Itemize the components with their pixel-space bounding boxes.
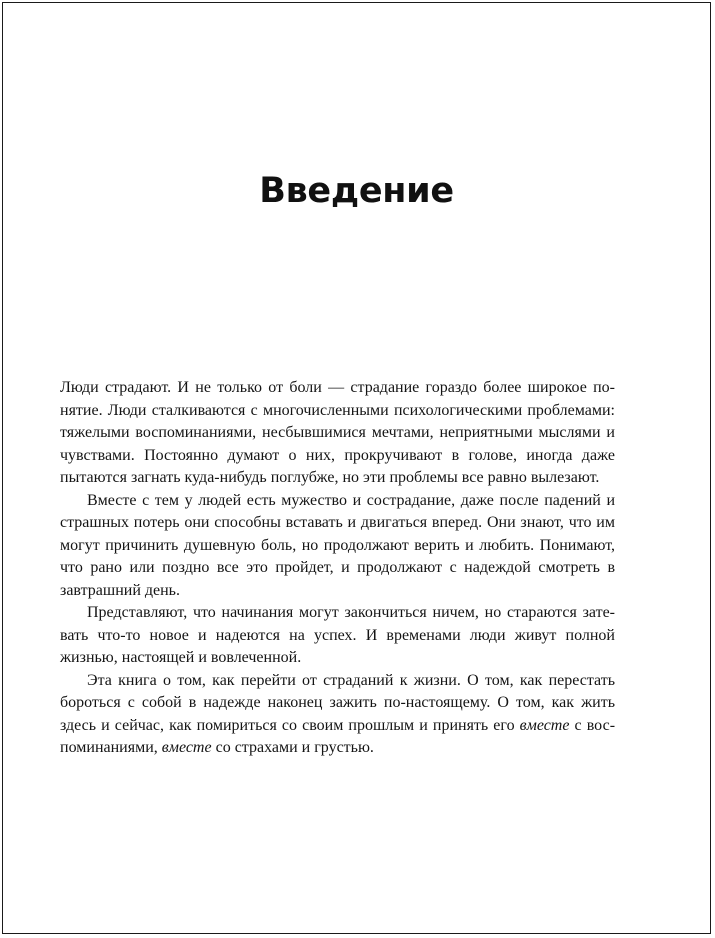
paragraph-4-part-3: со страхами и грустью. <box>211 739 374 756</box>
chapter-body <box>60 377 615 760</box>
paragraph-1: Люди страдают. И не только от боли — страдание гораздо более широкое понятие. Люди сталкиваются с многочисленными психологическими проблемами: тяжелыми воспоминаниями, несбывшимися мечтами, неприятными мыслями и чувствами. Постоянно думают о них, прокручивают в голове, иногда даже пытаются загнать куда-нибудь поглубже, но эти проблемы все равно вылезают. <box>60 379 615 486</box>
paragraph-2: Вместе с тем у людей есть мужество и сострадание, даже после падений и страшных потерь они способны вставать и двигаться вперед. Они знают, что им могут причинить душевную боль, но продолжают верить и любить. Понимают, что рано или поздно все это пройдет, и продолжают с надеждой смотреть в завтрашний день. <box>60 491 615 599</box>
paragraph-4-part-1: Эта книга о том, как перейти от страданий к жизни. О том, как перестать бороться с собой в надежде наконец зажить по-настоящему. О том, как жить здесь и сейчас, как помириться со своим прошлым и принять его <box>60 671 615 734</box>
paragraph-4-part-2: с воспоминаниями, <box>60 716 616 756</box>
emphasis-together-1: вместе <box>519 716 570 734</box>
paragraph-3: Представляют, что начинания могут закончиться ничем, но стараются затевать что-то новое и надеются на успех. И временами люди живут полной жизнью, настоящей и вовлеченной. <box>60 604 615 666</box>
chapter-title: Введение <box>259 171 454 211</box>
emphasis-together-2: вместе <box>161 739 212 756</box>
paragraph-4 <box>60 670 615 760</box>
book-page <box>2 2 711 934</box>
